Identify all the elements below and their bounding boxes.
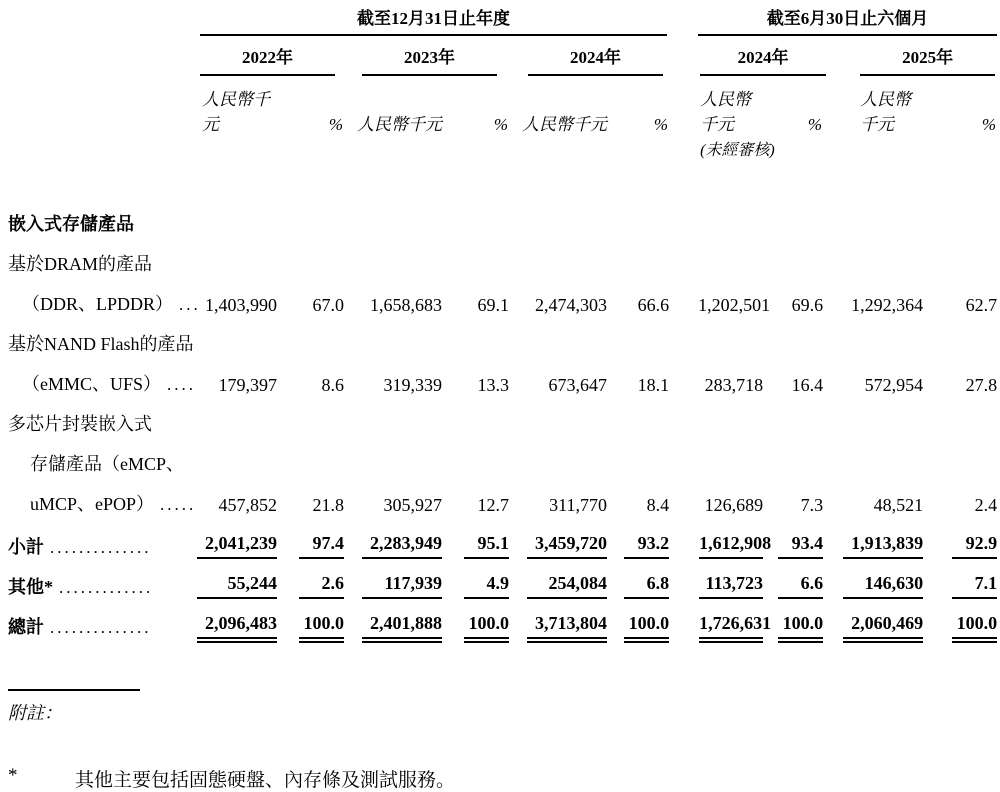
section-gap: [672, 485, 698, 525]
footnote-item: [8, 765, 1000, 792]
row-label-text: uMCP、ePOP）: [30, 494, 155, 514]
row-label-text: 其他*: [8, 577, 53, 597]
amount-cell: 2,060,469: [826, 605, 926, 645]
amount-cell: 2,096,483: [192, 605, 280, 645]
unit-header-row: [0, 76, 1000, 135]
section-header-row: [0, 4, 1000, 36]
percent-cell: 13.3: [477, 375, 509, 395]
amount-cell: 2,474,303: [535, 295, 607, 315]
percent-cell: 92.9: [926, 525, 1000, 565]
row-label: [0, 485, 197, 525]
year-label: 2022年: [200, 43, 335, 76]
dot-leader: ..............: [50, 538, 152, 557]
percent-cell: 16.4: [791, 375, 824, 395]
row-label: 存儲產品（eMCP、: [30, 454, 185, 474]
label-column-spacer: [0, 4, 192, 36]
row-label-text: （eMMC、UFS）: [22, 374, 162, 394]
unaudited-note-row: [0, 135, 1000, 161]
revenue-breakdown-table: [0, 4, 1000, 645]
annual-section-title: 截至12月31日止年度: [200, 4, 667, 36]
amount-cell: 305,927: [383, 495, 442, 515]
amount-cell: 319,339: [383, 375, 442, 395]
year-header-2024: [512, 36, 672, 76]
percent-cell: 100.0: [280, 605, 347, 645]
percent-cell: 67.0: [312, 295, 344, 315]
dot-leader: .............: [59, 578, 154, 597]
footnotes-section: [0, 689, 1000, 792]
amount-cell: 2,283,949: [347, 525, 445, 565]
percent-cell: 2.6: [280, 565, 347, 605]
percent-cell: 69.1: [477, 295, 509, 315]
table-row-emmc: [0, 365, 1000, 405]
amount-cell: 113,723: [698, 565, 766, 605]
section-gap: [672, 76, 698, 135]
year-label: 2025年: [860, 43, 995, 76]
interim-section-header: [698, 4, 1000, 36]
year-label: 2023年: [362, 43, 497, 76]
year-label: 2024年: [700, 43, 826, 76]
percent-cell: 8.4: [646, 495, 670, 515]
section-gap: [672, 135, 698, 161]
unit-header-rmb: 人民幣千元: [202, 90, 270, 134]
row-label: [0, 525, 192, 565]
label-column-spacer: [0, 76, 192, 135]
percent-cell: 6.6: [766, 565, 826, 605]
year-header-row: [0, 36, 1000, 76]
amount-cell: 311,770: [549, 495, 607, 515]
table-row-category-embedded: [0, 205, 1000, 245]
section-gap: [672, 605, 698, 645]
amount-cell: 55,244: [192, 565, 280, 605]
unaudited-note: (未經審核): [700, 142, 775, 159]
dot-leader: ....: [167, 375, 197, 394]
amount-cell: 457,852: [218, 495, 277, 515]
amount-cell: 1,612,908: [698, 525, 766, 565]
row-label: [0, 565, 192, 605]
section-gap: [672, 285, 698, 325]
row-label-text: （DDR、LPDDR）: [22, 294, 174, 314]
unit-header-rmb: 人民幣千元: [700, 90, 752, 134]
dot-leader: ...: [179, 295, 201, 314]
year-header-2023: [347, 36, 512, 76]
amount-cell: 146,630: [826, 565, 926, 605]
amount-cell: 572,954: [864, 375, 924, 395]
annual-section-header: [192, 4, 672, 36]
interim-section-title: 截至6月30日止六個月: [698, 4, 997, 36]
table-row-subtotal: [0, 525, 1000, 565]
empty-cell: [192, 325, 1000, 365]
percent-cell: 12.7: [477, 495, 509, 515]
amount-cell: 3,459,720: [512, 525, 610, 565]
percent-cell: 18.1: [637, 375, 670, 395]
amount-cell: 1,202,501: [698, 295, 771, 315]
table-row-others: [0, 565, 1000, 605]
row-label: [0, 365, 197, 405]
amount-cell: 2,041,239: [192, 525, 280, 565]
percent-cell: 93.4: [766, 525, 826, 565]
empty-cell: [192, 135, 672, 161]
percent-cell: 7.1: [926, 565, 1000, 605]
table-row-mcp-label-1: [0, 405, 1000, 445]
row-label: [0, 285, 201, 325]
year-header-6m-2025: [826, 36, 1000, 76]
year-header-2022: [192, 36, 347, 76]
section-gap: [672, 365, 698, 405]
percent-cell: 4.9: [445, 565, 512, 605]
section-gap: [672, 565, 698, 605]
percent-cell: 100.0: [926, 605, 1000, 645]
amount-cell: 673,647: [548, 375, 607, 395]
year-header-6m-2024: [698, 36, 826, 76]
label-column-spacer: [0, 135, 192, 161]
percent-cell: 27.8: [965, 375, 998, 395]
unit-header-percent: %: [653, 115, 669, 134]
amount-cell: 126,689: [704, 495, 764, 515]
unit-header-rmb: 人民幣千元: [860, 90, 912, 134]
amount-cell: 179,397: [218, 375, 277, 395]
amount-cell: 48,521: [873, 495, 924, 515]
label-column-spacer: [0, 36, 192, 76]
percent-cell: 66.6: [637, 295, 670, 315]
percent-cell: 2.4: [974, 495, 998, 515]
row-label: 多芯片封裝嵌入式: [8, 414, 152, 434]
percent-cell: 69.6: [791, 295, 824, 315]
section-gap: [672, 4, 698, 36]
row-label-text: 小計: [8, 537, 44, 557]
percent-cell: 6.8: [610, 565, 672, 605]
table-row-mcp: [0, 485, 1000, 525]
empty-cell: [192, 445, 1000, 485]
amount-cell: 2,401,888: [347, 605, 445, 645]
footnote-title: 附註：: [8, 703, 62, 723]
unit-header-percent: %: [981, 115, 997, 134]
percent-cell: 100.0: [445, 605, 512, 645]
footnote-divider: [8, 689, 140, 691]
percent-cell: 21.8: [312, 495, 344, 515]
amount-cell: 254,084: [512, 565, 610, 605]
section-gap: [672, 36, 698, 76]
unit-header-rmb: 人民幣千元: [357, 115, 442, 134]
row-label: 基於NAND Flash的產品: [8, 334, 194, 354]
percent-cell: 95.1: [445, 525, 512, 565]
row-label: [0, 605, 192, 645]
table-row-dram-label: [0, 245, 1000, 285]
table-row-total: [0, 605, 1000, 645]
percent-cell: 100.0: [610, 605, 672, 645]
unit-header-percent: %: [493, 115, 508, 134]
amount-cell: 1,292,364: [851, 295, 924, 315]
dot-leader: ..............: [50, 618, 152, 637]
row-label: 基於DRAM的產品: [8, 254, 153, 274]
amount-cell: 117,939: [347, 565, 445, 605]
empty-cell: [192, 245, 1000, 285]
percent-cell: 7.3: [800, 495, 824, 515]
empty-cell: [192, 405, 1000, 445]
amount-cell: 1,403,990: [205, 295, 277, 315]
table-row-nand-label: [0, 325, 1000, 365]
unit-header-rmb: 人民幣千元: [522, 115, 607, 134]
amount-cell: 1,726,631: [698, 605, 766, 645]
empty-cell: [826, 135, 1000, 161]
amount-cell: 1,913,839: [826, 525, 926, 565]
spacer-row: [0, 161, 1000, 205]
percent-cell: 93.2: [610, 525, 672, 565]
percent-cell: 97.4: [280, 525, 347, 565]
footnote-marker: *: [8, 765, 18, 786]
amount-cell: 283,718: [704, 375, 764, 395]
percent-cell: 8.6: [321, 375, 344, 395]
percent-cell: 62.7: [965, 295, 998, 315]
unit-header-percent: %: [328, 115, 343, 134]
row-label: 嵌入式存儲產品: [8, 214, 134, 234]
table-row-ddr: [0, 285, 1000, 325]
section-gap: [672, 525, 698, 565]
dot-leader: .....: [160, 495, 197, 514]
empty-cell: [192, 205, 1000, 245]
footnote-text: 其他主要包括固態硬盤、內存條及測試服務。: [75, 770, 456, 791]
percent-cell: 100.0: [766, 605, 826, 645]
unit-header-percent: %: [807, 115, 823, 134]
row-label-text: 總計: [8, 617, 44, 637]
amount-cell: 3,713,804: [512, 605, 610, 645]
amount-cell: 1,658,683: [370, 295, 442, 315]
year-label: 2024年: [528, 43, 663, 76]
table-row-mcp-label-2: [0, 445, 1000, 485]
